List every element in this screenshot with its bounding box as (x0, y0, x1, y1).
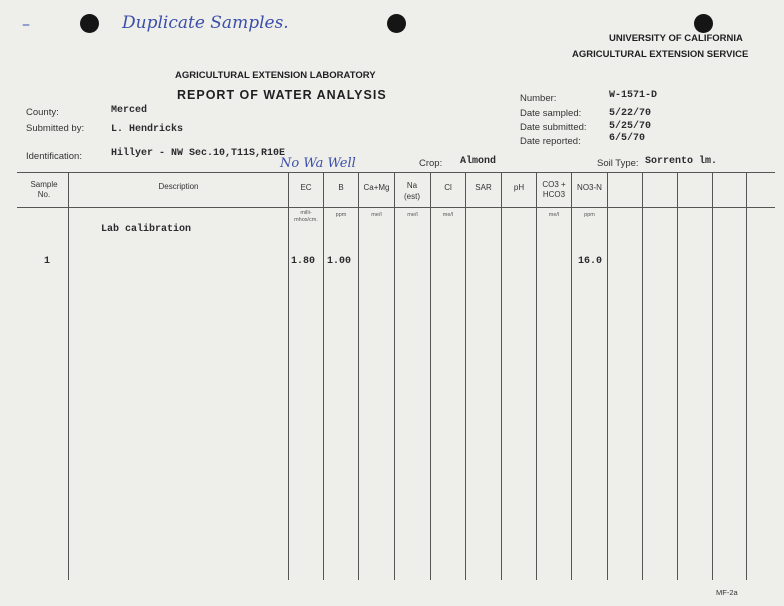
handwritten-dash: – (22, 14, 30, 33)
header-sample-no: Sample No. (30, 180, 58, 199)
unit-b: ppm (335, 212, 347, 218)
date-sampled-value: 5/22/70 (609, 108, 652, 119)
header-na: Na (est) (404, 181, 420, 201)
institution-name: UNIVERSITY OF CALIFORNIA (609, 33, 743, 44)
table-row-no3-n: 16.0 (578, 256, 603, 267)
punch-hole-left (80, 14, 99, 33)
unit-co3-hco3: me/l (548, 212, 560, 218)
header-no3-n: NO3-N (577, 183, 602, 192)
table-row-ec: 1.80 (291, 256, 316, 267)
col-divider (430, 172, 431, 580)
date-sampled-label: Date sampled: (520, 108, 582, 119)
date-submitted-label: Date submitted: (520, 122, 587, 133)
report-title: REPORT OF WATER ANALYSIS (177, 88, 387, 102)
date-submitted-value: 5/25/70 (609, 121, 652, 132)
col-divider (677, 172, 678, 580)
date-reported-label: Date reported: (520, 136, 581, 147)
col-divider (536, 172, 537, 580)
col-divider (323, 172, 324, 580)
form-code: MF-2a (716, 588, 738, 597)
punch-hole-right (694, 14, 713, 33)
unit-ec: milli-mhos/cm. (294, 210, 318, 223)
unit-cl: me/l (442, 212, 454, 218)
identification-value: Hillyer - NW Sec.10,T11S,R10E (111, 148, 286, 159)
handwritten-note: Duplicate Samples. (122, 13, 289, 33)
table-header-rule (17, 207, 775, 208)
header-b: B (338, 183, 344, 192)
submitted-by-label: Submitted by: (26, 123, 85, 134)
row-description: Lab calibration (101, 224, 192, 235)
col-divider (288, 172, 289, 580)
number-label: Number: (520, 93, 557, 104)
header-ca-mg: Ca+Mg (363, 183, 390, 192)
col-divider (746, 172, 747, 580)
county-value: Merced (111, 105, 148, 116)
table-row-b: 1.00 (327, 256, 352, 267)
col-divider (571, 172, 572, 580)
col-divider (394, 172, 395, 580)
table-row-sample-no: 1 (44, 256, 51, 267)
identification-label: Identification: (26, 151, 82, 162)
col-divider (465, 172, 466, 580)
header-ph: pH (513, 183, 525, 192)
county-label: County: (26, 107, 59, 118)
header-sar: SAR (475, 183, 492, 192)
crop-value: Almond (460, 156, 497, 167)
col-divider (68, 172, 69, 580)
col-divider (712, 172, 713, 580)
lab-name: AGRICULTURAL EXTENSION LABORATORY (175, 70, 376, 81)
col-divider (501, 172, 502, 580)
soil-type-label: Soil Type: (597, 158, 639, 169)
header-ec: EC (300, 183, 312, 192)
header-cl: Cl (444, 183, 452, 192)
col-divider (642, 172, 643, 580)
submitted-by-value: L. Hendricks (111, 124, 184, 135)
identification-handwritten-note: No Wa Well (280, 156, 356, 171)
col-divider (358, 172, 359, 580)
header-co3-hco3: CO3 + HCO3 (542, 180, 566, 199)
number-value: W-1571-D (609, 90, 658, 101)
unit-no3-n: ppm (584, 212, 595, 218)
header-description: Description (158, 182, 199, 191)
table-top-rule (17, 172, 775, 173)
col-divider (607, 172, 608, 580)
punch-hole-center (387, 14, 406, 33)
date-reported-value: 6/5/70 (609, 133, 646, 144)
service-name: AGRICULTURAL EXTENSION SERVICE (572, 49, 749, 60)
unit-na: me/l (407, 212, 418, 218)
crop-label: Crop: (419, 158, 443, 169)
soil-type-value: Sorrento lm. (645, 156, 718, 167)
unit-ca-mg: me/l (371, 212, 382, 218)
